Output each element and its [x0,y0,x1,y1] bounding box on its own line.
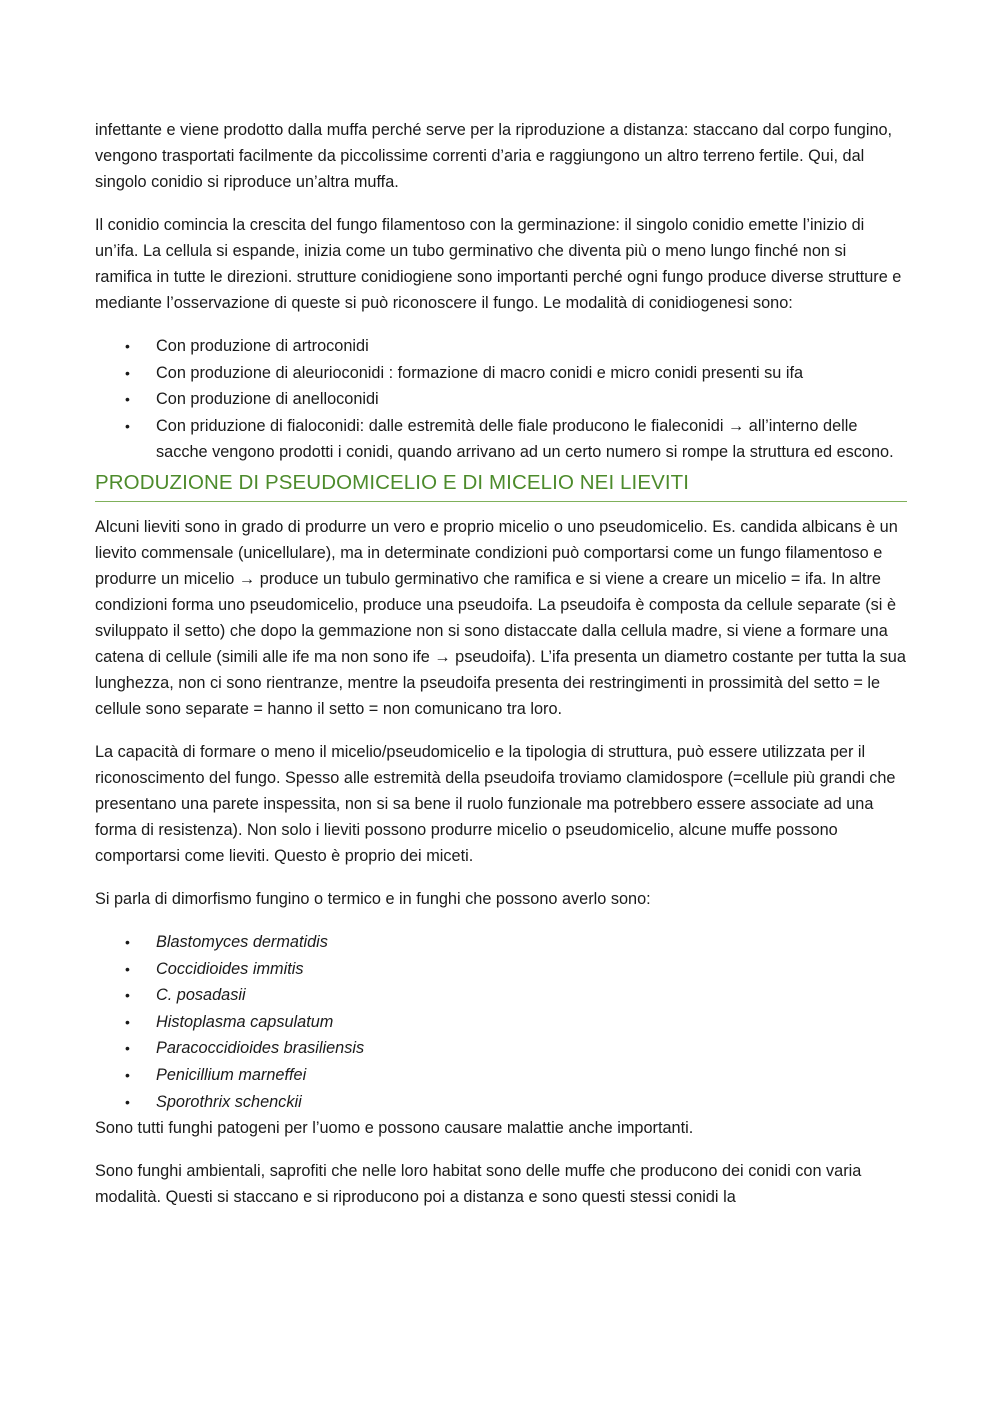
list-item: • Sporothrix schenckii [95,1089,907,1116]
list-item: • Penicillium marneffei [95,1062,907,1089]
list-item: • Con produzione di artroconidi [95,333,907,360]
section-heading: PRODUZIONE DI PSEUDOMICELIO E DI MICELIO NEI LIEVITI [95,469,907,502]
paragraph: La capacità di formare o meno il micelio/pseudomicelio e la tipologia di struttura, può essere utilizzata per il riconoscimento del fungo. Spesso alle estremità della pseudoifa troviamo clamidospore (=cellule più grandi che presentano una parete inspessita, non si sa bene il ruolo funzionale ma potrebbero essere associate ad una forma di resistenza). Non solo i lieviti possono produrre micelio o pseudomicelio, alcune muffe possono comportarsi come lieviti. Questo è proprio dei miceti. [95,742,896,865]
list-item: • Coccidioides immitis [95,956,907,983]
conidiogenesis-list [95,333,907,466]
paragraph: Sono tutti funghi patogeni per l’uomo e possono causare malattie anche importanti. [95,1119,694,1138]
bullet-icon: • [125,960,130,977]
paragraph: infettante e viene prodotto dalla muffa perché serve per la riproduzione a distanza: staccano dal corpo fungino, vengono trasportati facilmente da piccolissime correnti d’aria e raggiungono un altro terreno fertile. Qui, dal singolo conidio si riproduce un’altra muffa. [95,121,893,191]
paragraph: Si parla di dimorfismo fungino o termico e in funghi che possono averlo sono: [95,889,651,908]
list-item: • C. posadasii [95,982,907,1009]
bullet-icon: • [125,364,130,381]
list-item: • Paracoccidioides brasiliensis [95,1035,907,1062]
bullet-icon: • [125,987,130,1004]
bullet-icon: • [125,1093,130,1110]
list-item: • Blastomyces dermatidis [95,929,907,956]
bullet-icon: • [125,933,130,950]
bullet-icon: • [125,417,130,434]
list-item: • Con produzione di anelloconidi [95,386,907,413]
bullet-icon: • [125,391,130,408]
list-item: • Con produzione di aleurioconidi : formazione di macro conidi e micro conidi presenti su ifa [95,360,907,387]
bullet-icon: • [125,1040,130,1057]
paragraph: Alcuni lieviti sono in grado di produrre un vero e proprio micelio o uno pseudomicelio. Es. candida albicans è un lievito commensale (unicellulare), ma in determinate condizioni può comportarsi come un fungo filamentoso e produrre un micelio → produce un tubulo germinativo che ramifica e si viene a creare un micelio = ifa. In altre condizioni forma uno pseudomicelio, produce una pseudoifa. La pseudoifa è composta da cellule separate (si è sviluppato il setto) che dopo la gemmazione non si sono distaccate dalla cellula madre, si viene a formare una catena di cellule (simili alle ife ma non sono ife → pseudoifa). L’ifa presenta un diametro costante per tutta la sua lunghezza, non ci sono rientranze, mentre la pseudoifa presenta dei restringimenti in prossimità del setto = le cellule sono separate = hanno il setto = non comunicano tra loro. [95,517,906,718]
paragraph: Il conidio comincia la crescita del fungo filamentoso con la germinazione: il singolo conidio emette l’inizio di un’ifa. La cellula si espande, inizia come un tubo germinativo che diventa più o meno lungo finché non si ramifica in tutte le direzioni. strutture conidiogiene sono importanti perché ogni fungo produce diverse strutture e mediante l’osservazione di queste si può riconoscere il fungo. Le modalità di conidiogenesi sono: [95,216,902,312]
list-item: • Histoplasma capsulatum [95,1009,907,1036]
bullet-icon: • [125,338,130,354]
dimorphic-fungi-list [95,929,907,1115]
bullet-icon: • [125,1066,130,1083]
paragraph: Sono funghi ambientali, saprofiti che nelle loro habitat sono delle muffe che producono dei conidi con varia modalità. Questi si staccano e si riproducono poi a distanza e sono questi stessi conidi la [95,1162,862,1207]
list-item: • Con priduzione di fialoconidi: dalle estremità delle fiale producono le fialeconidi → all’interno delle sacche vengono prodotti i conidi, quando arrivano ad un certo numero si rompe la struttura ed escono. [95,413,907,466]
bullet-icon: • [125,1013,130,1030]
